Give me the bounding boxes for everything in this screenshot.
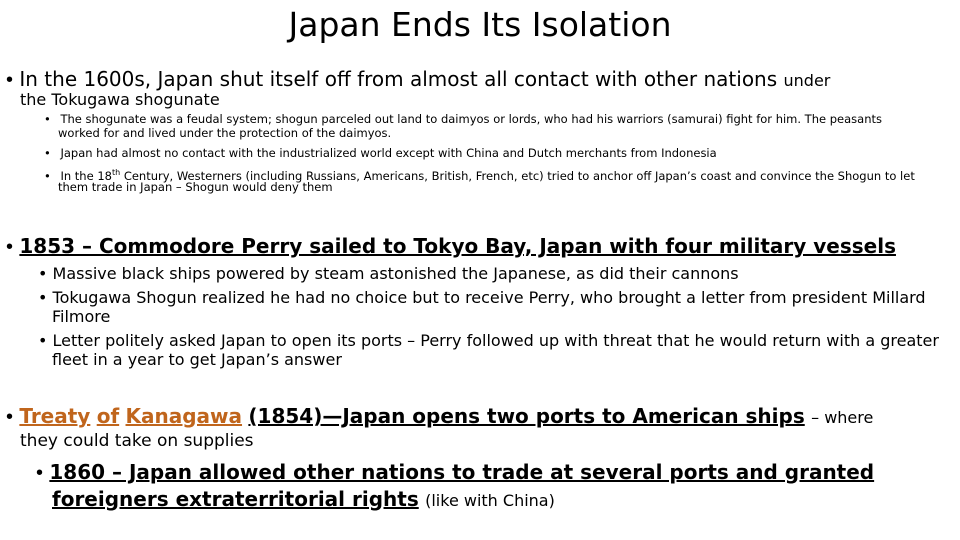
section1-sub3-pre: In the 18 [60, 168, 112, 183]
section3-bold: (1854)—Japan opens two ports to American ships [248, 404, 805, 428]
section4-main [36, 461, 874, 484]
bullet-glyph: • [38, 288, 48, 307]
section2-main [6, 235, 896, 258]
section2-sub3-line1: Letter politely asked Japan to open its ports – Perry followed up with threat that he would return with a greater [52, 331, 939, 350]
section4-bold-line1: 1860 – Japan allowed other nations to trade at several ports and granted [49, 460, 875, 484]
treaty-link-2[interactable]: of [96, 404, 120, 428]
section1-main-bullet [6, 68, 830, 92]
section4-line2 [52, 488, 555, 512]
section2-sub2 [38, 288, 926, 308]
bullet-glyph: • [6, 406, 14, 428]
section2-main-text: 1853 – Commodore Perry sailed to Tokyo Bay, Japan with four military vessels [19, 234, 896, 258]
bullet-glyph: • [44, 112, 51, 126]
section2-sub2-line1: Tokugawa Shogun realized he had no choice but to receive Perry, who brought a letter from president Millard [52, 288, 926, 307]
bullet-glyph: • [44, 146, 51, 160]
treaty-link-1[interactable]: Treaty [19, 404, 91, 428]
section3-tail: – where [811, 408, 874, 427]
section2-sub2-line2: Filmore [52, 307, 111, 326]
section1-sub3-sup: th [111, 168, 121, 177]
section4-bold-line2: foreigners extraterritorial rights [52, 487, 419, 511]
section1-sub2 [44, 146, 717, 161]
bullet-glyph: • [38, 331, 48, 350]
section1-sub1 [44, 112, 882, 127]
bullet-glyph: • [6, 236, 14, 258]
section1-sub3-post: Century, Westerners (including Russians, Americans, British, French, etc) tried to anchor off Japan’s coast and convince the Shogun to let [123, 168, 915, 183]
section2-sub1 [38, 264, 739, 284]
section3-line2: they could take on supplies [20, 431, 254, 451]
bullet-glyph: • [44, 168, 51, 183]
section2-sub3-line2: fleet in a year to get Japan’s answer [52, 350, 342, 369]
section1-sub3-line2: them trade in Japan – Shogun would deny them [58, 180, 333, 194]
bullet-glyph: • [6, 69, 14, 91]
treaty-link-3[interactable]: Kanagawa [125, 404, 243, 428]
section1-main-text: In the 1600s, Japan shut itself off from almost all contact with other nations [19, 67, 778, 91]
section1-sub1-line2: worked for and lived under the protection of the daimyos. [58, 126, 392, 140]
bullet-glyph: • [38, 264, 48, 283]
section1-main-line2: the Tokugawa shogunate [20, 90, 220, 109]
section2-sub3 [38, 331, 939, 351]
section1-sub2-text: Japan had almost no contact with the industrialized world except with China and Dutch merchants from Indonesia [60, 146, 717, 160]
bullet-glyph: • [36, 462, 44, 484]
section4-tail: (like with China) [425, 491, 555, 510]
section1-main-tail: under [783, 71, 831, 90]
section2-sub1-text: Massive black ships powered by steam astonished the Japanese, as did their cannons [52, 264, 739, 283]
slide-title: Japan Ends Its Isolation [288, 5, 672, 44]
section3-main [6, 405, 873, 429]
section1-sub1-line1: The shogunate was a feudal system; shogun parceled out land to daimyos or lords, who had his warriors (samurai) fight for him. The peasants [60, 112, 882, 126]
